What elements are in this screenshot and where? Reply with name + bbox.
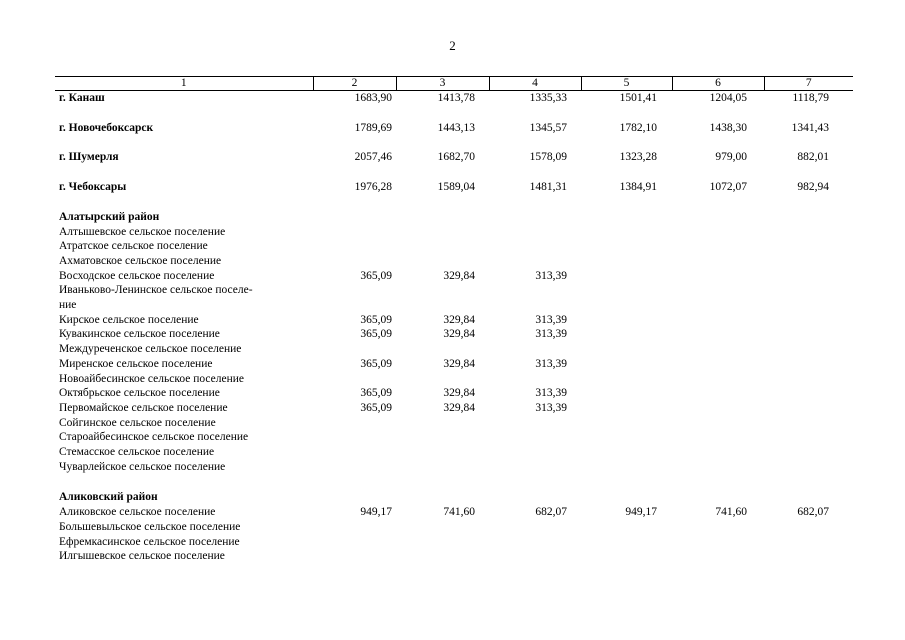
value-cell-col-2 <box>313 372 396 387</box>
value-cell-col-6 <box>672 210 764 225</box>
city-row <box>55 150 853 165</box>
value-cell-col-5 <box>581 298 672 313</box>
value-cell-col-4: 1578,09 <box>529 151 567 164</box>
value-cell-col-4 <box>489 239 581 254</box>
value-cell-col-7 <box>764 386 853 401</box>
settlement-row <box>55 225 853 240</box>
tariff-table <box>55 76 853 564</box>
value-cell-col-6 <box>672 386 764 401</box>
value-cell-col-5 <box>581 386 672 401</box>
value-cell-col-5 <box>581 327 672 342</box>
value-cell-col-3 <box>396 372 489 387</box>
value-cell-col-2 <box>313 460 396 475</box>
value-cell-col-5 <box>581 535 672 550</box>
value-cell-col-4 <box>489 210 581 225</box>
value-cell-col-4: 313,39 <box>535 401 567 414</box>
value-cell-col-3: 329,84 <box>443 357 475 370</box>
value-cell-col-6 <box>672 327 764 342</box>
value-cell-col-7 <box>764 327 853 342</box>
value-cell-col-5 <box>581 283 672 298</box>
value-cell-col-5 <box>581 269 672 284</box>
value-cell-col-2 <box>313 416 396 431</box>
settlement-row <box>55 460 853 475</box>
value-cell-col-6 <box>672 401 764 416</box>
value-cell-col-3 <box>396 342 489 357</box>
value-cell-col-3: 329,84 <box>443 401 475 414</box>
value-cell-col-5: 1323,28 <box>619 151 657 164</box>
value-cell-col-7 <box>764 430 853 445</box>
value-cell-col-5 <box>581 430 672 445</box>
value-cell-col-5 <box>581 225 672 240</box>
value-cell-col-6: 1204,05 <box>709 92 747 104</box>
value-cell-col-4 <box>489 535 581 550</box>
value-cell-col-4: 313,39 <box>535 313 567 326</box>
value-cell-col-7: 1341,43 <box>791 121 829 134</box>
value-cell-col-2 <box>313 535 396 550</box>
column-header-4: 4 <box>489 77 581 91</box>
value-cell-col-7: 1118,79 <box>792 92 829 104</box>
district-row <box>55 210 853 225</box>
value-cell-col-2 <box>313 283 396 298</box>
value-cell-col-5 <box>581 549 672 564</box>
settlement-row <box>55 342 853 357</box>
value-cell-col-2: 365,09 <box>360 401 392 414</box>
value-cell-col-3 <box>396 460 489 475</box>
value-cell-col-2: 1789,69 <box>354 121 392 134</box>
value-cell-col-2 <box>313 445 396 460</box>
value-cell-col-3: 1413,78 <box>437 92 475 104</box>
value-cell-col-3 <box>396 298 489 313</box>
value-cell-col-4 <box>489 549 581 564</box>
settlement-row-name: Староайбесинское сельское поселение <box>59 431 249 444</box>
settlement-row <box>55 372 853 387</box>
city-row <box>55 180 853 195</box>
value-cell-col-3: 1682,70 <box>437 151 475 164</box>
city-row-name: г. Чебоксары <box>59 181 127 194</box>
value-cell-col-2 <box>313 490 396 505</box>
value-cell-col-6 <box>672 460 764 475</box>
value-cell-col-2 <box>313 225 396 240</box>
district-row-name: Алатырский район <box>59 210 160 223</box>
city-row-name: г. Новочебоксарск <box>59 121 154 134</box>
value-cell-col-3: 329,84 <box>443 313 475 326</box>
column-header-6: 6 <box>672 77 764 91</box>
value-cell-col-7 <box>764 490 853 505</box>
value-cell-col-7 <box>764 269 853 284</box>
value-cell-col-2 <box>313 210 396 225</box>
value-cell-col-2 <box>313 549 396 564</box>
value-cell-col-5: 1782,10 <box>619 121 657 134</box>
value-cell-col-6 <box>672 416 764 431</box>
value-cell-col-7: 982,94 <box>797 181 829 194</box>
value-cell-col-6 <box>672 535 764 550</box>
value-cell-col-3: 329,84 <box>443 269 475 282</box>
value-cell-col-7 <box>764 520 853 535</box>
value-cell-col-3: 741,60 <box>443 506 475 519</box>
settlement-row-name: Илгышевское сельское поселение <box>59 550 225 563</box>
city-row-name: г. Канаш <box>59 92 105 104</box>
value-cell-col-4 <box>489 490 581 505</box>
value-cell-col-4 <box>489 283 581 298</box>
settlement-row <box>55 445 853 460</box>
value-cell-col-5: 949,17 <box>625 506 657 519</box>
value-cell-col-3 <box>396 283 489 298</box>
settlement-row <box>55 505 853 520</box>
spacer-row <box>55 106 853 121</box>
value-cell-col-2: 365,09 <box>360 313 392 326</box>
value-cell-col-5 <box>581 342 672 357</box>
settlement-row-name: Аликовское сельское поселение <box>59 506 216 519</box>
settlement-row-name: Стемасское сельское поселение <box>59 446 215 459</box>
value-cell-col-2: 1976,28 <box>354 181 392 194</box>
value-cell-col-7 <box>764 283 853 298</box>
value-cell-col-5 <box>581 357 672 372</box>
settlement-row-continued <box>55 298 853 313</box>
value-cell-col-6 <box>672 549 764 564</box>
city-row <box>55 91 853 106</box>
settlement-row-name: Ахматовское сельское поселение <box>59 254 222 267</box>
spacer-row <box>55 165 853 180</box>
value-cell-col-2 <box>313 430 396 445</box>
value-cell-col-6 <box>672 313 764 328</box>
value-cell-col-7 <box>764 445 853 460</box>
value-cell-col-4: 1345,57 <box>529 121 567 134</box>
value-cell-col-4: 313,39 <box>535 357 567 370</box>
value-cell-col-5 <box>581 520 672 535</box>
value-cell-col-3: 1589,04 <box>437 181 475 194</box>
value-cell-col-2: 1683,90 <box>354 92 392 104</box>
value-cell-col-3: 329,84 <box>443 328 475 341</box>
value-cell-col-6 <box>672 445 764 460</box>
value-cell-col-4 <box>489 225 581 240</box>
value-cell-col-4 <box>489 372 581 387</box>
value-cell-col-2 <box>313 520 396 535</box>
value-cell-col-6 <box>672 298 764 313</box>
value-cell-col-7: 882,01 <box>797 151 829 164</box>
value-cell-col-6 <box>672 430 764 445</box>
value-cell-col-7 <box>764 225 853 240</box>
value-cell-col-4: 1481,31 <box>529 181 567 194</box>
value-cell-col-2: 365,09 <box>360 387 392 400</box>
value-cell-col-6 <box>672 342 764 357</box>
settlement-row <box>55 535 853 550</box>
settlement-row <box>55 239 853 254</box>
value-cell-col-7 <box>764 401 853 416</box>
value-cell-col-4 <box>489 416 581 431</box>
value-cell-col-6 <box>672 357 764 372</box>
value-cell-col-4: 682,07 <box>535 506 567 519</box>
value-cell-col-2: 365,09 <box>360 328 392 341</box>
settlement-row <box>55 401 853 416</box>
value-cell-col-6 <box>672 283 764 298</box>
value-cell-col-2: 949,17 <box>360 506 392 519</box>
spacer-row <box>55 474 853 490</box>
settlement-row-name: Алтышевское сельское поселение <box>59 225 226 238</box>
settlement-row-name: Большевыльское сельское поселение <box>59 520 241 533</box>
value-cell-col-6 <box>672 239 764 254</box>
value-cell-col-2 <box>313 254 396 269</box>
value-cell-col-4 <box>489 430 581 445</box>
value-cell-col-4 <box>489 342 581 357</box>
district-row <box>55 490 853 505</box>
value-cell-col-6: 979,00 <box>715 151 747 164</box>
settlement-row <box>55 416 853 431</box>
value-cell-col-4 <box>489 254 581 269</box>
value-cell-col-2 <box>313 298 396 313</box>
value-cell-col-2: 365,09 <box>360 357 392 370</box>
district-row-name: Аликовский район <box>59 491 158 504</box>
settlement-row-name: Миренское сельское поселение <box>59 357 213 370</box>
settlement-row-name: Атратское сельское поселение <box>59 240 208 253</box>
value-cell-col-4: 1335,33 <box>529 92 567 104</box>
value-cell-col-7 <box>764 372 853 387</box>
value-cell-col-3: 1443,13 <box>437 121 475 134</box>
value-cell-col-3 <box>396 549 489 564</box>
value-cell-col-7 <box>764 313 853 328</box>
settlement-row-name: Междуреченское сельское поселение <box>59 343 242 356</box>
column-header-2: 2 <box>313 77 396 91</box>
value-cell-col-7 <box>764 239 853 254</box>
value-cell-col-2 <box>313 239 396 254</box>
value-cell-col-6 <box>672 225 764 240</box>
settlement-row-name: Чуварлейское сельское поселение <box>59 460 226 473</box>
value-cell-col-5 <box>581 313 672 328</box>
spacer-row <box>55 135 853 150</box>
value-cell-col-5 <box>581 445 672 460</box>
settlement-row <box>55 549 853 564</box>
spacer-row <box>55 195 853 210</box>
settlement-row-name: Кирское сельское поселение <box>59 313 199 326</box>
value-cell-col-6: 1438,30 <box>709 121 747 134</box>
settlement-row <box>55 357 853 372</box>
value-cell-col-7: 682,07 <box>797 506 829 519</box>
value-cell-col-2 <box>313 342 396 357</box>
value-cell-col-6 <box>672 490 764 505</box>
city-row <box>55 121 853 136</box>
value-cell-col-3 <box>396 254 489 269</box>
column-header-3: 3 <box>396 77 489 91</box>
value-cell-col-4: 313,39 <box>535 387 567 400</box>
value-cell-col-3 <box>396 225 489 240</box>
settlement-row <box>55 254 853 269</box>
city-row-name: г. Шумерля <box>59 151 119 164</box>
settlement-row <box>55 283 853 298</box>
column-header-7: 7 <box>764 77 853 91</box>
settlement-row-name: Кувакинское сельское поселение <box>59 328 220 341</box>
page-number: 2 <box>449 38 456 53</box>
value-cell-col-4 <box>489 298 581 313</box>
settlement-row-continued-name: ние <box>59 299 77 312</box>
settlement-row <box>55 327 853 342</box>
value-cell-col-7 <box>764 416 853 431</box>
settlement-row-name: Сойгинское сельское поселение <box>59 416 216 429</box>
settlement-row <box>55 313 853 328</box>
value-cell-col-5 <box>581 239 672 254</box>
value-cell-col-6 <box>672 520 764 535</box>
value-cell-col-4: 313,39 <box>535 269 567 282</box>
value-cell-col-7 <box>764 210 853 225</box>
value-cell-col-3 <box>396 210 489 225</box>
value-cell-col-4 <box>489 445 581 460</box>
value-cell-col-4: 313,39 <box>535 328 567 341</box>
value-cell-col-7 <box>764 298 853 313</box>
value-cell-col-6: 741,60 <box>715 506 747 519</box>
value-cell-col-5 <box>581 460 672 475</box>
value-cell-col-5 <box>581 210 672 225</box>
value-cell-col-3 <box>396 490 489 505</box>
table-body <box>55 91 853 564</box>
value-cell-col-2: 2057,46 <box>354 151 392 164</box>
value-cell-col-3 <box>396 416 489 431</box>
settlement-row-name: Иваньково-Ленинское сельское поселе- <box>59 284 253 297</box>
value-cell-col-3: 329,84 <box>443 387 475 400</box>
value-cell-col-3 <box>396 430 489 445</box>
value-cell-col-5 <box>581 401 672 416</box>
settlement-row <box>55 269 853 284</box>
value-cell-col-2: 365,09 <box>360 269 392 282</box>
value-cell-col-7 <box>764 549 853 564</box>
value-cell-col-5 <box>581 416 672 431</box>
settlement-row-name: Новоайбесинское сельское поселение <box>59 372 244 385</box>
value-cell-col-3 <box>396 445 489 460</box>
value-cell-col-4 <box>489 460 581 475</box>
value-cell-col-5: 1501,41 <box>619 92 657 104</box>
settlement-row-name: Октябрьское сельское поселение <box>59 387 220 400</box>
value-cell-col-7 <box>764 342 853 357</box>
value-cell-col-5 <box>581 490 672 505</box>
settlement-row <box>55 430 853 445</box>
settlement-row-name: Ефремкасинское сельское поселение <box>59 535 240 548</box>
settlement-row <box>55 386 853 401</box>
value-cell-col-6 <box>672 254 764 269</box>
column-number-row <box>55 77 853 91</box>
value-cell-col-5 <box>581 372 672 387</box>
value-cell-col-3 <box>396 239 489 254</box>
value-cell-col-7 <box>764 535 853 550</box>
value-cell-col-3 <box>396 535 489 550</box>
value-cell-col-7 <box>764 254 853 269</box>
value-cell-col-7 <box>764 460 853 475</box>
value-cell-col-7 <box>764 357 853 372</box>
value-cell-col-4 <box>489 520 581 535</box>
value-cell-col-5: 1384,91 <box>619 181 657 194</box>
settlement-row-name: Восходское сельское поселение <box>59 269 215 282</box>
value-cell-col-6 <box>672 372 764 387</box>
column-header-5: 5 <box>581 77 672 91</box>
settlement-row <box>55 520 853 535</box>
value-cell-col-6 <box>672 269 764 284</box>
value-cell-col-6: 1072,07 <box>709 181 747 194</box>
column-header-1: 1 <box>55 77 313 91</box>
value-cell-col-3 <box>396 520 489 535</box>
value-cell-col-5 <box>581 254 672 269</box>
settlement-row-name: Первомайское сельское поселение <box>59 401 228 414</box>
